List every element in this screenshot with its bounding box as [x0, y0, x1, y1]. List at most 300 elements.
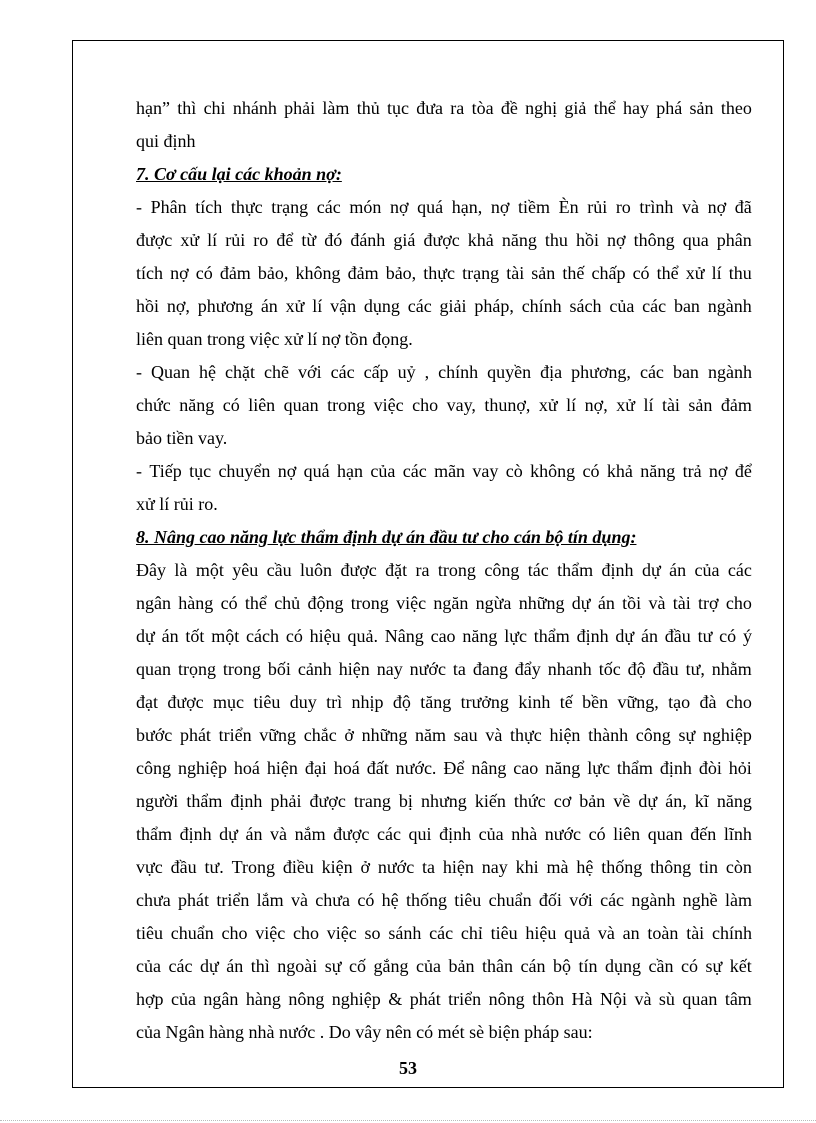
word: có — [220, 593, 238, 613]
word: thống — [601, 857, 643, 877]
word: được — [340, 560, 377, 580]
word: cầu — [266, 560, 292, 580]
word: thực — [423, 263, 456, 283]
word: chuẩn — [488, 890, 532, 910]
word: sánh — [388, 923, 422, 943]
word: nghị — [525, 98, 558, 118]
word: đạt — [136, 692, 158, 712]
word: ra — [415, 560, 430, 580]
word: có — [680, 956, 698, 976]
word: đất — [366, 758, 389, 778]
word: uỷ — [397, 362, 416, 382]
word: các — [168, 956, 193, 976]
word: bảo, — [385, 263, 417, 283]
word: được — [136, 230, 173, 250]
paragraph-line: qui định — [136, 131, 196, 151]
word: tiêu — [490, 923, 518, 943]
word: thu — [544, 230, 568, 250]
word: nghiệp — [177, 758, 227, 778]
word: tín — [578, 956, 598, 976]
word: chưa — [136, 890, 171, 910]
word: những — [361, 725, 408, 745]
word: đầu — [170, 857, 197, 877]
word: thôn — [532, 989, 565, 1009]
word: có — [719, 626, 737, 646]
word: đang — [472, 659, 508, 679]
word: gắng — [373, 956, 409, 976]
word: trì — [326, 692, 343, 712]
word: định — [576, 626, 609, 646]
word: các — [376, 824, 401, 844]
word: quan — [136, 659, 171, 679]
word: nay — [481, 857, 508, 877]
word: nước. — [395, 758, 437, 778]
word: việc — [373, 395, 404, 415]
word: sự — [678, 725, 696, 745]
word: chẽ — [264, 362, 290, 382]
word: thế — [562, 263, 585, 283]
word: lí — [207, 230, 218, 250]
word: không — [295, 263, 341, 283]
word: cán — [520, 956, 546, 976]
word: đánh — [350, 230, 386, 250]
word: có — [357, 890, 375, 910]
word: hệ — [576, 857, 594, 877]
word: dự — [219, 824, 238, 844]
word: thành — [588, 725, 629, 745]
paragraph-line — [136, 818, 752, 851]
paragraph-line — [136, 917, 752, 950]
word: quả. — [347, 626, 378, 646]
word: năng — [179, 395, 215, 415]
word: món — [349, 197, 382, 217]
word: Để — [443, 758, 465, 778]
word: đề — [500, 98, 518, 118]
word: các — [407, 296, 432, 316]
paragraph-line — [136, 191, 752, 224]
word: việc — [396, 593, 427, 613]
word: và — [682, 197, 700, 217]
paragraph-line — [136, 389, 752, 422]
word: của — [694, 560, 720, 580]
word: sù — [658, 989, 675, 1009]
word: mà — [546, 857, 569, 877]
word: có — [285, 626, 303, 646]
word: ý — [742, 626, 752, 646]
word: với — [569, 890, 593, 910]
paragraph-line: bảo tiền vay. — [136, 428, 228, 448]
word: nông — [288, 989, 325, 1009]
word: giá — [393, 230, 416, 250]
word: khả — [467, 230, 494, 250]
word: bản — [448, 956, 475, 976]
word: để — [734, 461, 752, 481]
word: công — [635, 725, 671, 745]
word: quan — [283, 395, 319, 415]
word: Phân — [150, 197, 187, 217]
word: khi — [515, 857, 539, 877]
word: thống — [405, 890, 447, 910]
word: nhằm — [711, 659, 752, 679]
word: chắc — [303, 725, 337, 745]
word: xử — [538, 395, 558, 415]
word: dự — [615, 626, 635, 646]
word: bị — [398, 791, 413, 811]
word: án — [669, 560, 687, 580]
word: hồi — [136, 296, 160, 316]
word: vay, — [446, 395, 476, 415]
word: tài — [661, 395, 680, 415]
word: bộ — [552, 956, 571, 976]
word: cách — [246, 626, 280, 646]
word: một — [211, 626, 240, 646]
word: nợ — [708, 461, 728, 481]
word: ngân — [203, 989, 239, 1009]
word: quá — [303, 461, 330, 481]
word: tiêu — [253, 692, 281, 712]
word: quan — [647, 824, 683, 844]
word: nắm — [294, 824, 326, 844]
word: vay — [472, 461, 499, 481]
paragraph-line — [136, 92, 752, 125]
word: tạo — [668, 692, 691, 712]
word: định — [179, 824, 212, 844]
word: tòa — [471, 98, 494, 118]
paragraph-line — [136, 785, 752, 818]
word: cho — [725, 593, 752, 613]
paragraph-line: xử lí rủi ro. — [136, 494, 218, 514]
word: của — [136, 956, 161, 976]
word: đến — [690, 824, 717, 844]
word: yêu — [232, 560, 259, 580]
word: trưởng — [460, 692, 509, 712]
document-body — [136, 92, 752, 1049]
word: triển — [218, 725, 252, 745]
word: chính — [521, 296, 562, 316]
bottom-divider — [0, 1120, 816, 1121]
word: nợ — [607, 230, 626, 250]
word: đưa — [416, 98, 444, 118]
word: cho — [221, 923, 248, 943]
word: thể — [244, 593, 267, 613]
word: kiến — [474, 791, 506, 811]
word: - — [136, 197, 142, 217]
word: hạn” — [136, 98, 170, 118]
paragraph-line — [136, 686, 752, 719]
word: thẩm — [136, 824, 172, 844]
word: thu — [728, 263, 752, 283]
word: tăng — [420, 692, 452, 712]
word: bền — [582, 692, 609, 712]
word: tư — [697, 626, 713, 646]
word: thể — [656, 263, 679, 283]
word: hiện — [549, 725, 581, 745]
word: định — [601, 560, 634, 580]
word: tài — [686, 923, 705, 943]
word: luôn — [300, 560, 333, 580]
word: trả — [682, 461, 702, 481]
word: tồi — [622, 593, 642, 613]
word: ro — [615, 197, 631, 217]
word: phá — [656, 98, 683, 118]
word: đã — [734, 197, 752, 217]
word: lắm — [256, 890, 284, 910]
word: ta — [452, 659, 466, 679]
word: ngoài — [277, 956, 318, 976]
word: xử — [685, 263, 705, 283]
word: án — [161, 626, 179, 646]
word: nhà — [511, 824, 538, 844]
word: sản — [689, 98, 714, 118]
paragraph-line — [136, 356, 752, 389]
word: lí — [643, 395, 654, 415]
paragraph-line — [136, 257, 752, 290]
word: năm — [415, 725, 446, 745]
word: Tiếp — [149, 461, 182, 481]
word: đó — [324, 230, 343, 250]
word: là — [174, 560, 188, 580]
word: định — [659, 758, 692, 778]
word: quả — [564, 923, 591, 943]
word: chấp — [591, 263, 626, 283]
word: - — [136, 461, 142, 481]
word: dự — [199, 956, 219, 976]
paragraph-line — [136, 290, 752, 323]
word: , — [424, 362, 430, 382]
word: nghiệp — [331, 989, 381, 1009]
word: cao — [513, 758, 539, 778]
word: Hà — [571, 989, 593, 1009]
word: rủi — [587, 197, 608, 217]
word: hoá — [333, 758, 360, 778]
word: án — [226, 956, 244, 976]
word: thunợ, — [484, 395, 531, 415]
word: ngân — [136, 593, 171, 613]
word: dự — [638, 791, 658, 811]
word: dự — [641, 560, 661, 580]
paragraph-line — [136, 950, 752, 983]
word: phát — [178, 890, 210, 910]
word: và — [648, 593, 666, 613]
word: ngành — [631, 890, 676, 910]
word: quá — [417, 197, 444, 217]
word: thực — [230, 197, 263, 217]
word: ngành — [707, 296, 752, 316]
word: hoá — [233, 758, 260, 778]
word: chuyển — [218, 461, 271, 481]
word: được — [309, 791, 346, 811]
word: và — [290, 890, 308, 910]
word: hiện — [442, 857, 474, 877]
word: xử — [180, 230, 200, 250]
word: ngành — [707, 362, 752, 382]
word: phương, — [571, 362, 631, 382]
word: để — [276, 230, 294, 250]
word: nợ — [490, 197, 510, 217]
word: nghiệp — [702, 725, 752, 745]
word: vững, — [617, 692, 659, 712]
word: nhanh — [547, 659, 592, 679]
word: việc — [255, 923, 286, 943]
word: bối — [267, 659, 291, 679]
word: tin — [698, 857, 718, 877]
word: án — [260, 296, 278, 316]
word: cấp — [363, 362, 389, 382]
word: địa — [540, 362, 563, 382]
word: được — [167, 692, 204, 712]
word: ban — [673, 296, 700, 316]
word: định — [230, 791, 263, 811]
word: bước — [136, 725, 173, 745]
word: thì — [250, 956, 270, 976]
word: công — [136, 758, 171, 778]
paragraph-line — [136, 851, 752, 884]
word: sự — [705, 956, 723, 976]
word: thẩm — [616, 758, 653, 778]
word: nợ — [170, 263, 189, 283]
word: trợ — [698, 593, 719, 613]
word: Nội — [599, 989, 627, 1009]
word: cho — [293, 923, 320, 943]
word: vực — [136, 857, 163, 877]
word: qui — [408, 824, 432, 844]
word: nợ, — [166, 296, 190, 316]
word: hợp — [136, 989, 164, 1009]
word: của — [416, 956, 441, 976]
word: đầu — [652, 659, 679, 679]
word: thức — [513, 791, 546, 811]
word: ta — [422, 857, 436, 877]
word: đảm — [720, 395, 752, 415]
word: có — [582, 461, 600, 481]
word: quyền — [487, 362, 532, 382]
word: ở — [344, 725, 354, 745]
word: thẩm — [557, 560, 594, 580]
word: thông — [650, 857, 692, 877]
word: về — [613, 791, 631, 811]
word: nâng — [471, 758, 507, 778]
word: rủi — [225, 230, 246, 250]
word: thân — [481, 956, 513, 976]
word: lí — [711, 263, 722, 283]
word: thủ — [356, 98, 380, 118]
paragraph-line — [136, 455, 752, 488]
word: nợ — [707, 197, 727, 217]
word: tế — [559, 692, 573, 712]
word: cho — [412, 395, 439, 415]
word: thông — [633, 230, 675, 250]
word: năng — [501, 230, 537, 250]
word: qua — [682, 230, 709, 250]
word: hiện — [266, 758, 298, 778]
word: nay — [376, 659, 403, 679]
word: nợ — [389, 197, 409, 217]
word: trình — [639, 197, 674, 217]
word: nông — [488, 989, 525, 1009]
paragraph-line — [136, 884, 752, 917]
word: nhịp — [351, 692, 384, 712]
word: các — [316, 197, 341, 217]
word: nước — [544, 824, 582, 844]
word: lực — [587, 758, 610, 778]
word: cố — [349, 956, 366, 976]
word: tâm — [724, 989, 752, 1009]
word: tích — [136, 263, 163, 283]
word: nhưng — [421, 791, 467, 811]
word: một — [195, 560, 224, 580]
word: thẩm — [533, 626, 570, 646]
word: tích — [195, 197, 223, 217]
word: của — [609, 296, 635, 316]
word: mãn — [434, 461, 466, 481]
word: đặt — [385, 560, 408, 580]
word: những — [518, 593, 565, 613]
word: liên — [613, 824, 641, 844]
word: được — [423, 230, 460, 250]
word: xử — [616, 395, 635, 415]
word: chỉ — [460, 923, 483, 943]
word: thể — [593, 98, 616, 118]
word: các — [639, 362, 664, 382]
word: kinh — [518, 692, 551, 712]
word: năng — [716, 791, 752, 811]
word: Nâng — [384, 626, 424, 646]
word: trang — [353, 791, 391, 811]
word: vững — [259, 725, 297, 745]
paragraph-line: liên quan trong việc xử lí nợ tồn đọng. — [136, 329, 413, 349]
word: và — [597, 923, 615, 943]
paragraph-line — [136, 653, 752, 686]
section-heading: 7. Cơ cấu lại các khoản nợ: — [136, 164, 342, 184]
word: kết — [729, 956, 752, 976]
word: phải — [284, 98, 316, 118]
word: sách — [569, 296, 602, 316]
word: giả — [564, 98, 587, 118]
word: còn — [725, 857, 752, 877]
word: dụng — [363, 296, 400, 316]
word: chặt — [225, 362, 256, 382]
word: đại — [304, 758, 327, 778]
word: giải — [439, 296, 467, 316]
word: lực — [504, 626, 527, 646]
word: không — [530, 461, 576, 481]
word: đẩy — [514, 659, 541, 679]
word: án — [597, 593, 615, 613]
word: độ — [392, 692, 411, 712]
word: mục — [213, 692, 245, 712]
word: các — [642, 296, 667, 316]
word: tác — [527, 560, 549, 580]
section-heading: 8. Nâng cao năng lực thẩm định dự án đầu tư cho cán bộ tín dụng: — [136, 527, 637, 547]
word: dự — [136, 626, 155, 646]
word: vận — [330, 296, 357, 316]
word: các — [600, 890, 625, 910]
word: trong — [350, 593, 389, 613]
word: tục — [189, 461, 212, 481]
word: Trong — [231, 857, 275, 877]
word: của — [170, 989, 196, 1009]
word: chức — [136, 395, 171, 415]
word: dự — [571, 593, 591, 613]
paragraph-line — [136, 554, 752, 587]
paragraph-line — [136, 620, 752, 653]
word: tư. — [204, 857, 224, 877]
word: phương — [197, 296, 253, 316]
word: đảm — [347, 263, 379, 283]
word: an — [622, 923, 640, 943]
word: thì — [177, 98, 197, 118]
word: cần — [648, 956, 674, 976]
